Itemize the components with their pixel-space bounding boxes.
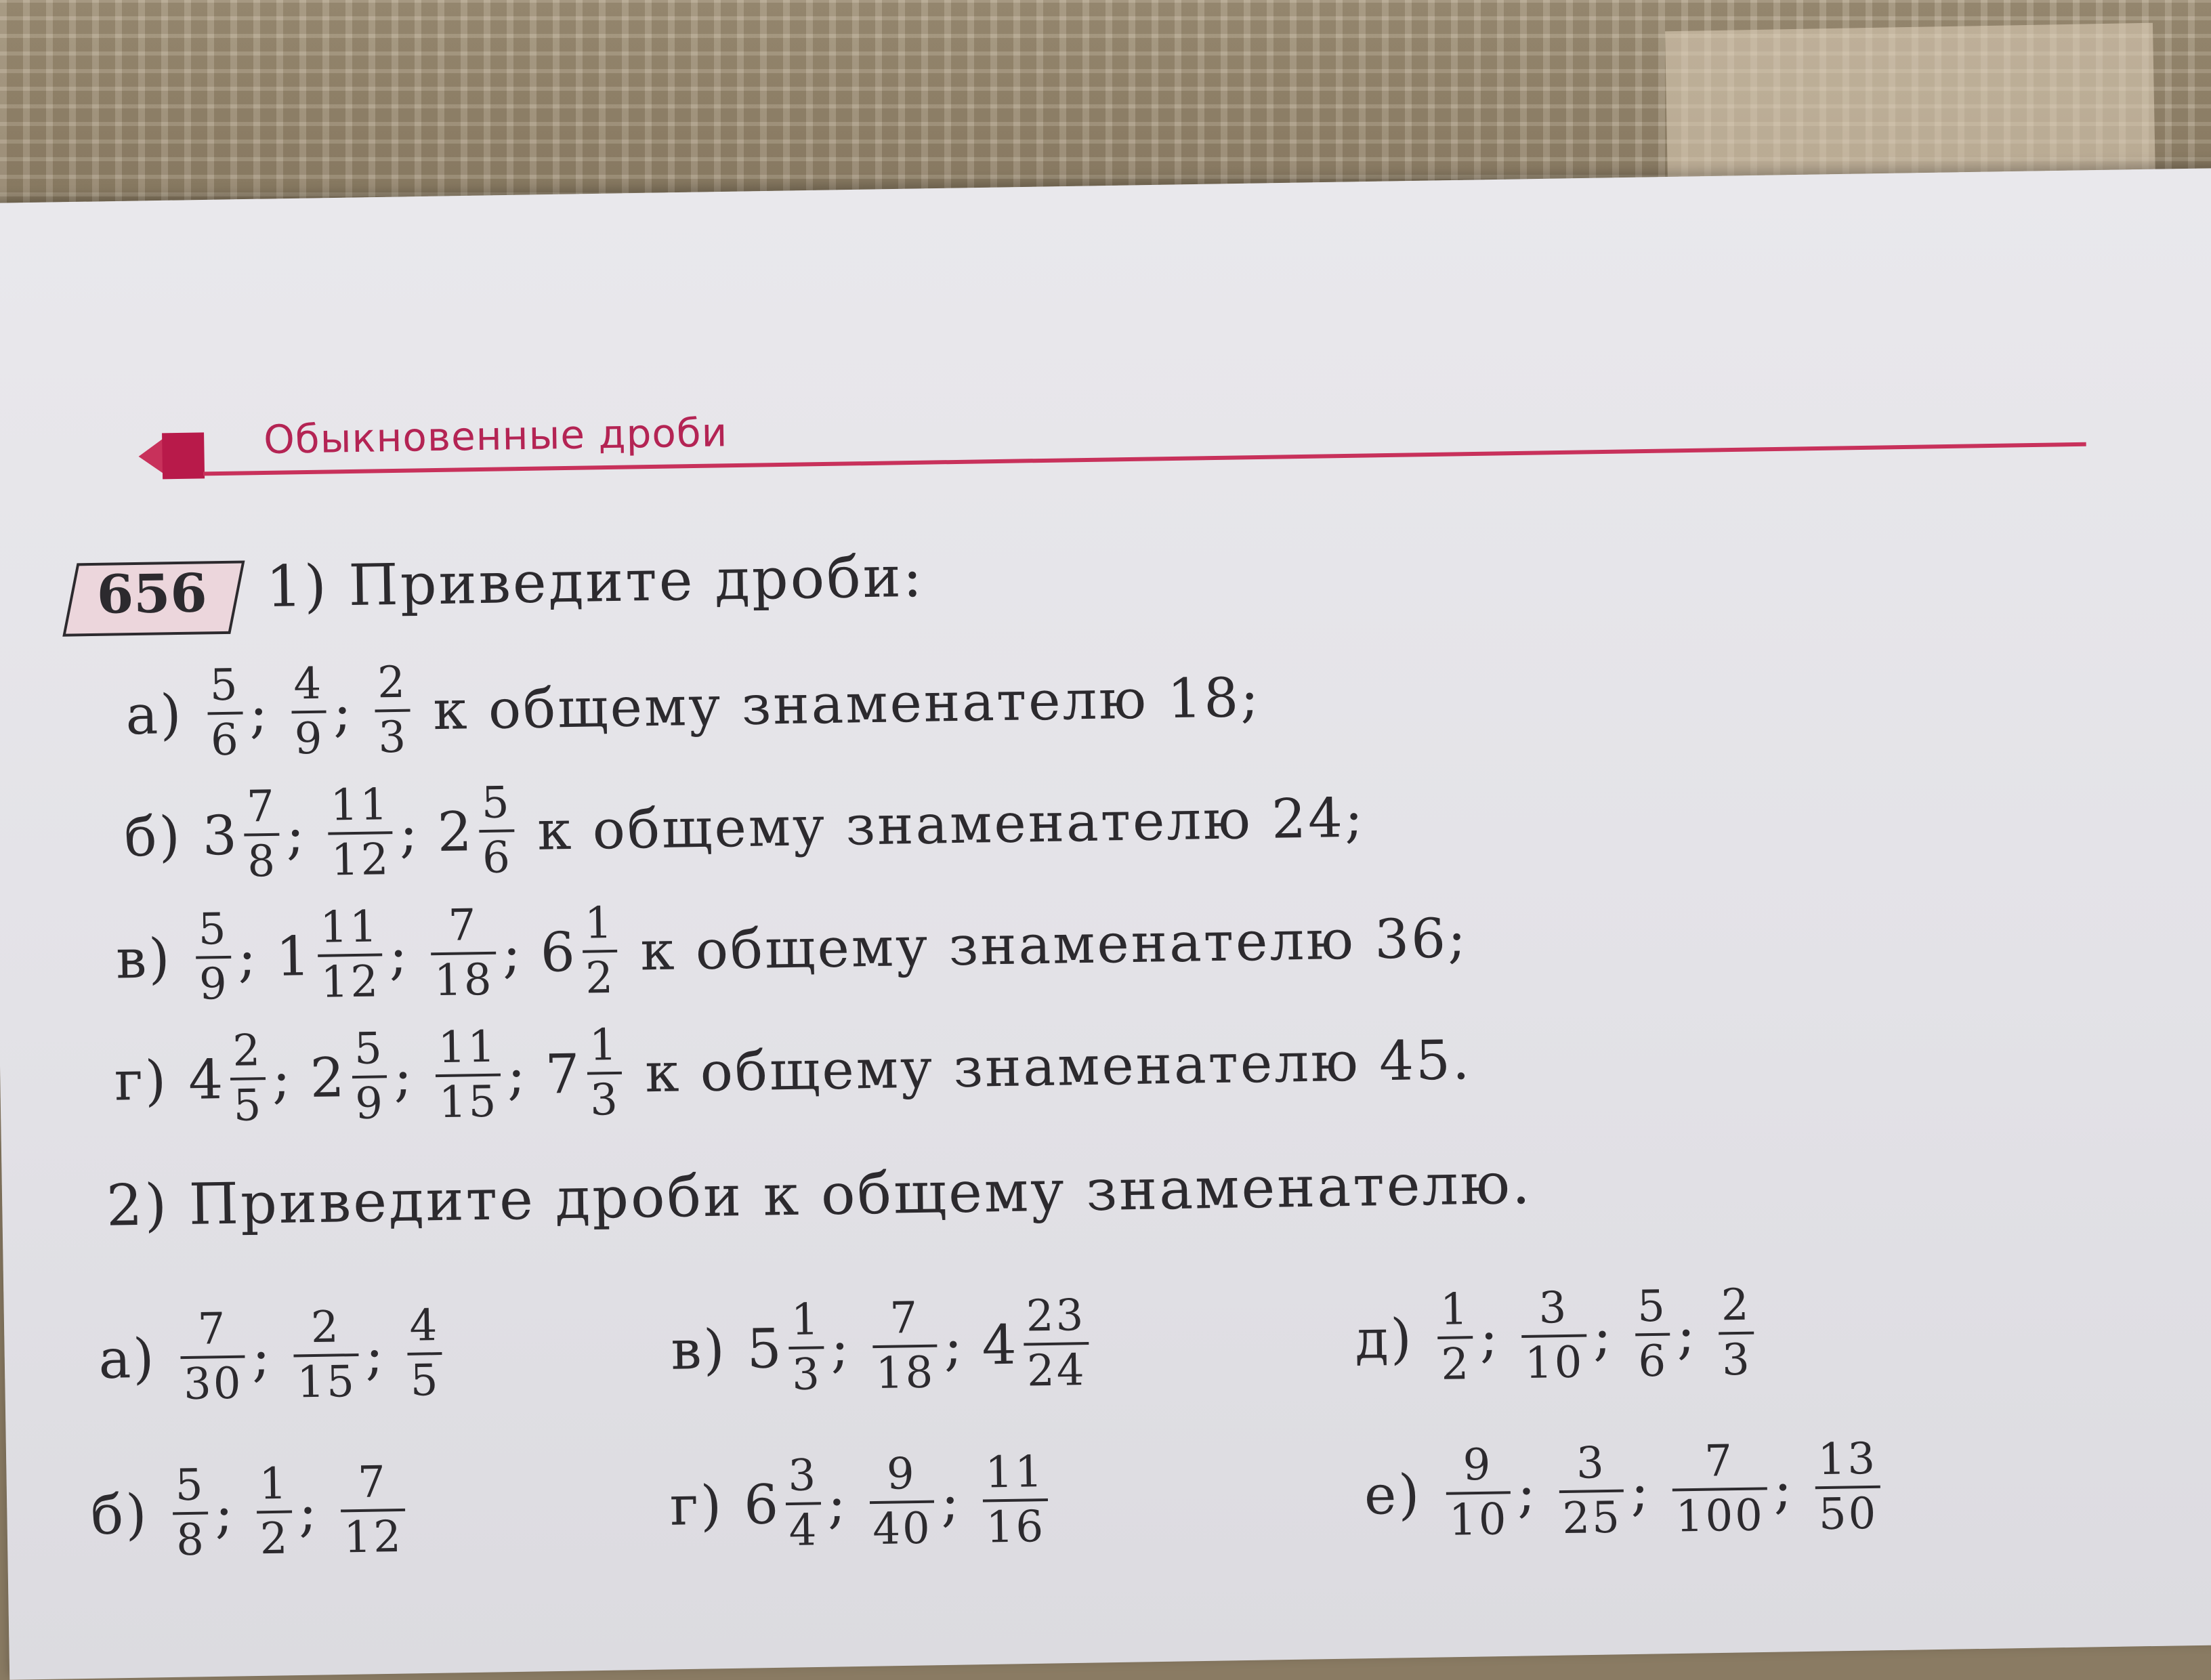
- fraction-item: [188, 1028, 270, 1131]
- part2-row-g: [669, 1449, 1053, 1557]
- numerator: 9: [886, 1449, 917, 1500]
- numerator: 1: [791, 1295, 822, 1345]
- fraction: [1521, 1282, 1587, 1389]
- denominator: 4: [788, 1505, 819, 1557]
- denominator: 9: [354, 1078, 385, 1130]
- fraction-item: [252, 1458, 297, 1565]
- separator: ;: [1479, 1305, 1501, 1369]
- fraction-item: [175, 1306, 250, 1409]
- whole-part: 2: [310, 1045, 348, 1110]
- numerator: 4: [408, 1301, 440, 1351]
- denominator: 30: [183, 1358, 244, 1410]
- numerator: 1: [258, 1458, 289, 1510]
- fraction: [256, 1458, 293, 1565]
- separator: ;: [943, 1314, 965, 1378]
- numerator: 5: [481, 778, 512, 829]
- denominator: 6: [1637, 1336, 1668, 1387]
- separator: ;: [827, 1471, 849, 1535]
- numerator: 7: [357, 1457, 388, 1509]
- denominator: 3: [589, 1074, 620, 1126]
- fraction-item: [1811, 1433, 1885, 1540]
- denominator: 100: [1675, 1490, 1765, 1542]
- fraction-bar: [196, 956, 231, 959]
- fraction-item: [310, 1026, 392, 1129]
- denominator: 16: [986, 1502, 1046, 1553]
- separator: ;: [393, 1045, 415, 1108]
- part1-title: 1) Приведите дроби:: [265, 543, 925, 620]
- whole-part: 1: [275, 924, 313, 988]
- numerator: 5: [354, 1024, 385, 1075]
- part2-row-d: [1354, 1282, 1759, 1391]
- numerator: 3: [1576, 1438, 1607, 1489]
- fraction-item: [371, 657, 415, 763]
- separator: ;: [214, 1481, 236, 1545]
- denominator: 6: [210, 715, 241, 766]
- fraction-item: [402, 1303, 447, 1405]
- item-label: в): [670, 1318, 728, 1382]
- numerator: 2: [310, 1302, 341, 1353]
- separator: ;: [1517, 1461, 1538, 1524]
- fraction: [1023, 1290, 1089, 1397]
- numerator: 11: [319, 902, 380, 953]
- numerator: 5: [175, 1460, 206, 1511]
- fraction-bar: [407, 1352, 442, 1356]
- separator: ;: [1773, 1456, 1794, 1520]
- fraction: [243, 781, 280, 887]
- separator: ;: [830, 1316, 851, 1379]
- section-marker-icon: [162, 432, 205, 479]
- part1-row-g: [114, 1009, 1473, 1132]
- fraction-item: [1630, 1283, 1675, 1385]
- fraction-item: [203, 662, 247, 764]
- fraction-item: [191, 906, 236, 1009]
- numerator: 2: [232, 1026, 263, 1076]
- fraction-bar: [375, 709, 410, 713]
- item-label: а): [98, 1326, 157, 1391]
- fraction: [478, 780, 515, 882]
- fraction-item: [202, 781, 285, 887]
- fraction: [1437, 1286, 1474, 1389]
- numerator: 5: [209, 660, 240, 711]
- separator: ;: [251, 1324, 273, 1389]
- numerator: 9: [1462, 1440, 1493, 1491]
- numerator: 23: [1026, 1290, 1086, 1342]
- fraction: [172, 1460, 209, 1566]
- item-label: д): [1354, 1307, 1414, 1371]
- denominator: 9: [294, 713, 325, 765]
- denominator: 9: [198, 959, 230, 1010]
- separator: ;: [285, 802, 308, 866]
- whole-part: 4: [188, 1047, 226, 1112]
- part2-row-e: [1364, 1433, 1885, 1546]
- denominator: 15: [296, 1357, 357, 1408]
- denominator: 18: [434, 954, 494, 1007]
- denominator: 12: [320, 957, 381, 1008]
- whole-part: 4: [981, 1313, 1019, 1377]
- row-instruction: к общему знаменателю 24;: [536, 786, 1366, 862]
- fraction-item: [978, 1449, 1053, 1552]
- fraction-bar: [1635, 1333, 1670, 1337]
- item-label: е): [1364, 1462, 1423, 1527]
- fraction-bar: [1719, 1332, 1754, 1335]
- separator: ;: [333, 679, 354, 744]
- numerator: 7: [448, 900, 478, 951]
- fraction: [982, 1449, 1049, 1552]
- numerator: 2: [377, 657, 408, 709]
- fraction: [1815, 1433, 1881, 1540]
- fraction: [180, 1306, 246, 1409]
- numerator: 11: [330, 780, 390, 831]
- separator: ;: [298, 1479, 320, 1544]
- numerator: 3: [787, 1450, 818, 1502]
- separator: ;: [399, 801, 421, 864]
- whole-part: 2: [436, 799, 475, 864]
- fraction: [195, 906, 232, 1009]
- fraction-item: [868, 1295, 942, 1398]
- separator: ;: [1630, 1458, 1651, 1523]
- fraction-item: [323, 782, 398, 885]
- fraction-bar: [291, 711, 327, 714]
- fraction-bar: [207, 712, 243, 715]
- fraction: [327, 782, 394, 885]
- fraction-bar: [230, 1077, 266, 1080]
- fraction-item: [865, 1451, 940, 1554]
- fraction-item: [426, 902, 501, 1005]
- row-instruction: к общему знаменателю 45.: [644, 1028, 1473, 1104]
- denominator: 2: [585, 953, 616, 1004]
- fraction: [785, 1452, 822, 1555]
- fraction-item: [1517, 1284, 1591, 1387]
- denominator: 40: [872, 1503, 933, 1555]
- denominator: 50: [1818, 1488, 1878, 1540]
- fraction: [872, 1295, 938, 1398]
- denominator: 18: [875, 1347, 935, 1400]
- numerator: 11: [438, 1022, 498, 1074]
- fraction-item: [168, 1462, 213, 1564]
- denominator: 12: [331, 835, 391, 886]
- fraction: [406, 1303, 443, 1405]
- numerator: 11: [984, 1447, 1045, 1498]
- numerator: 4: [293, 658, 324, 710]
- fraction: [1445, 1442, 1511, 1545]
- fraction: [291, 658, 327, 765]
- denominator: 3: [377, 712, 408, 763]
- part2-row-b: [90, 1459, 410, 1566]
- fraction-bar: [480, 829, 515, 833]
- separator: ;: [388, 923, 410, 986]
- numerator: 5: [1637, 1281, 1668, 1332]
- numerator: 1: [1439, 1284, 1471, 1335]
- part1-row-b: [123, 767, 1366, 888]
- row-instruction: к общему знаменателю 36;: [639, 906, 1469, 982]
- item-label: в): [115, 926, 173, 991]
- denominator: 5: [233, 1080, 264, 1131]
- separator: ;: [1676, 1302, 1698, 1366]
- fraction: [317, 904, 383, 1007]
- separator: ;: [237, 925, 259, 989]
- numerator: 1: [589, 1020, 620, 1071]
- denominator: 15: [438, 1076, 499, 1129]
- fraction-item: [336, 1459, 410, 1562]
- whole-part: 5: [746, 1316, 784, 1381]
- numerator: 7: [246, 781, 277, 833]
- separator: ;: [1593, 1303, 1614, 1367]
- fraction-item: [746, 1297, 828, 1400]
- fraction: [230, 1028, 266, 1130]
- fraction-bar: [583, 950, 618, 953]
- denominator: 5: [410, 1356, 441, 1406]
- fraction-item: [981, 1290, 1093, 1397]
- denominator: 10: [1524, 1337, 1585, 1389]
- numerator: 13: [1817, 1433, 1878, 1486]
- fraction-item: [275, 904, 387, 1007]
- whole-part: 7: [544, 1042, 583, 1106]
- fraction-item: [287, 658, 331, 765]
- item-label: г): [114, 1048, 169, 1113]
- row-instruction: к общему знаменателю 18;: [432, 665, 1261, 742]
- item-label: г): [669, 1473, 724, 1538]
- denominator: 24: [1026, 1345, 1087, 1397]
- fraction: [1672, 1437, 1767, 1540]
- separator: ;: [940, 1469, 962, 1534]
- separator: ;: [502, 921, 524, 985]
- fraction-item: [437, 780, 520, 883]
- fraction-item: [1441, 1442, 1515, 1545]
- separator: ;: [364, 1322, 386, 1387]
- item-label: б): [90, 1482, 150, 1547]
- separator: ;: [506, 1043, 528, 1107]
- denominator: 10: [1448, 1494, 1509, 1546]
- numerator: 5: [198, 904, 229, 955]
- numerator: 7: [1704, 1436, 1735, 1487]
- fraction-bar: [257, 1511, 292, 1514]
- fraction-bar: [789, 1346, 824, 1349]
- denominator: 8: [175, 1515, 207, 1566]
- fraction: [207, 660, 243, 766]
- fraction-item: [1555, 1440, 1629, 1543]
- denominator: 2: [259, 1513, 291, 1565]
- denominator: 2: [1440, 1339, 1471, 1390]
- numerator: 7: [197, 1304, 228, 1355]
- fraction: [430, 902, 497, 1005]
- denominator: 25: [1561, 1492, 1622, 1545]
- part2-row-a: [98, 1303, 447, 1410]
- item-label: а): [125, 682, 184, 747]
- numerator: 2: [1721, 1280, 1752, 1331]
- part1-row-a: [125, 646, 1261, 766]
- denominator: 3: [791, 1349, 822, 1401]
- denominator: 12: [343, 1512, 404, 1563]
- fraction-bar: [173, 1512, 208, 1515]
- numerator: 3: [1538, 1282, 1569, 1334]
- denominator: 8: [247, 836, 278, 887]
- fraction: [351, 1026, 387, 1128]
- fraction-bar: [245, 833, 280, 837]
- fraction-item: [431, 1024, 505, 1127]
- section-title: Обыкновенные дроби: [263, 409, 728, 463]
- separator: ;: [249, 681, 270, 745]
- whole-part: 6: [743, 1472, 781, 1536]
- exercise-number: 656: [96, 562, 208, 626]
- fraction: [435, 1024, 501, 1127]
- separator: ;: [272, 1047, 293, 1110]
- denominator: 6: [482, 833, 513, 884]
- numerator: 7: [889, 1293, 920, 1344]
- part1-row-v: [115, 887, 1469, 1010]
- fraction-item: [544, 1022, 627, 1125]
- fraction-bar: [1438, 1336, 1473, 1339]
- denominator: 3: [1721, 1335, 1752, 1386]
- fraction: [375, 657, 411, 763]
- part2-row-v: [670, 1290, 1093, 1401]
- fraction: [788, 1297, 824, 1399]
- fraction-item: [289, 1304, 364, 1407]
- part2-title: 2) Приведите дроби к общему знаменателю.: [106, 1150, 1533, 1239]
- fraction-item: [743, 1452, 826, 1555]
- fraction: [581, 900, 618, 1003]
- fraction-item: [540, 900, 623, 1003]
- item-label: б): [123, 804, 183, 868]
- fraction: [293, 1304, 360, 1407]
- fraction-bar: [587, 1072, 623, 1075]
- whole-part: 3: [202, 803, 240, 868]
- fraction: [1635, 1281, 1671, 1387]
- numerator: 1: [584, 898, 615, 949]
- whole-part: 6: [540, 920, 578, 984]
- fraction-item: [1433, 1286, 1478, 1389]
- fraction-item: [1714, 1282, 1759, 1385]
- fraction-bar: [352, 1075, 387, 1078]
- fraction-bar: [786, 1502, 821, 1505]
- fraction: [1559, 1440, 1625, 1543]
- fraction-item: [1668, 1437, 1771, 1541]
- fraction: [586, 1022, 623, 1125]
- fraction: [869, 1451, 935, 1554]
- fraction: [340, 1459, 406, 1562]
- fraction: [1718, 1282, 1754, 1385]
